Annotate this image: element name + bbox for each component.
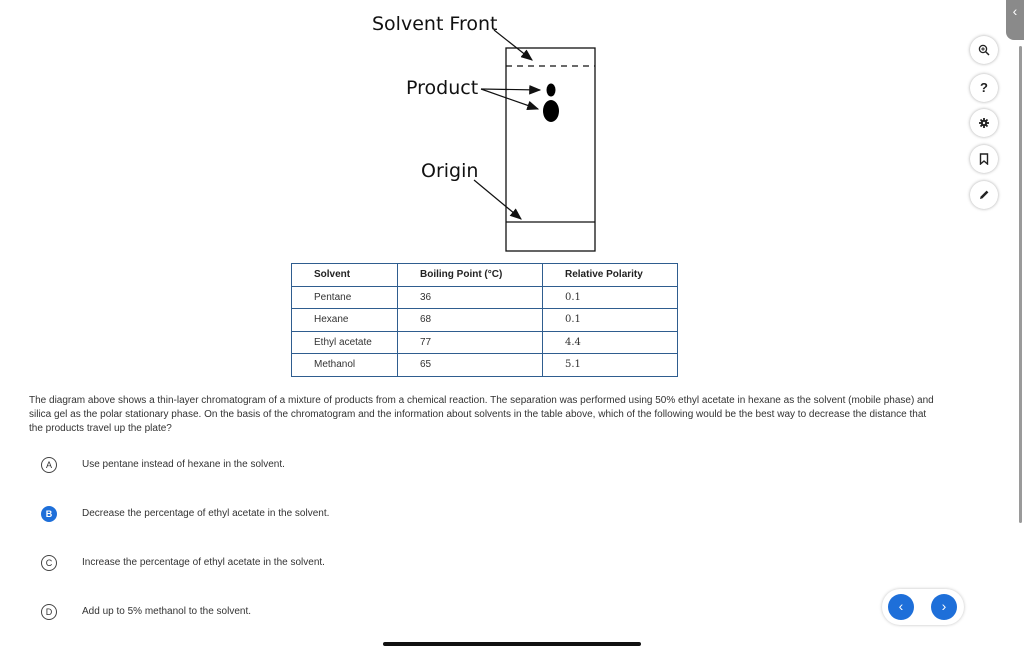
previous-button[interactable] — [888, 594, 914, 620]
help-icon: ? — [980, 80, 988, 95]
bookmark-icon — [979, 153, 989, 165]
home-indicator-bar[interactable] — [383, 642, 641, 646]
question-text: The diagram above shows a thin-layer chromatogram of a mixture of products from a chemical reaction. The separation was performed using 50% ethyl acetate in hexane as the solvent (mobile phase) and silica gel as the polar stationary phase. On the basis of the chromatogram and the information about solvents in the table above, which of the following would be the best way to decrease the distance that the products travel up the plate? — [29, 395, 934, 434]
annotate-button[interactable] — [970, 181, 998, 209]
cell-boiling-point: 36 — [398, 286, 543, 309]
option-letter-badge[interactable]: A — [41, 457, 57, 473]
header-relative-polarity: Relative Polarity — [543, 264, 678, 287]
zoom-button[interactable] — [970, 36, 998, 64]
table-row — [292, 331, 678, 354]
cell-polarity: 4.4 — [543, 331, 678, 354]
chevron-right-icon: › — [941, 598, 947, 614]
product-spot-lower — [543, 100, 559, 122]
cell-solvent: Methanol — [292, 354, 398, 377]
table-header-row — [292, 264, 678, 287]
cell-polarity: 5.1 — [543, 354, 678, 377]
cell-solvent: Ethyl acetate — [292, 331, 398, 354]
tlc-plate — [506, 48, 595, 251]
settings-button[interactable] — [970, 109, 998, 137]
product-spot-upper — [547, 84, 556, 97]
product-label: Product — [406, 77, 479, 99]
origin-label: Origin — [421, 160, 479, 182]
chevron-left-icon: ‹ — [1012, 3, 1018, 19]
product-arrow-upper — [481, 89, 540, 90]
solvent-front-label: Solvent Front — [372, 13, 498, 35]
option-text[interactable]: Increase the percentage of ethyl acetate in the solvent. — [82, 557, 325, 568]
tlc-diagram — [0, 0, 1024, 260]
question-navigation — [882, 589, 964, 625]
origin-arrow — [474, 180, 521, 219]
next-button[interactable] — [931, 594, 957, 620]
table-row — [292, 286, 678, 309]
solvent-table — [291, 263, 678, 377]
solvent-front-arrow — [494, 30, 532, 60]
header-boiling-point: Boiling Point (°C) — [398, 264, 543, 287]
cell-polarity: 0.1 — [543, 286, 678, 309]
option-letter-badge-selected[interactable]: B — [41, 506, 57, 522]
pencil-icon — [978, 189, 990, 201]
option-text[interactable]: Decrease the percentage of ethyl acetate in the solvent. — [82, 508, 330, 519]
header-solvent: Solvent — [292, 264, 398, 287]
cell-polarity: 0.1 — [543, 309, 678, 332]
option-letter-badge[interactable]: D — [41, 604, 57, 620]
cell-boiling-point: 65 — [398, 354, 543, 377]
cell-boiling-point: 68 — [398, 309, 543, 332]
option-text[interactable]: Use pentane instead of hexane in the solvent. — [82, 459, 285, 470]
product-arrow-lower — [481, 89, 538, 109]
option-letter-badge[interactable]: C — [41, 555, 57, 571]
cell-boiling-point: 77 — [398, 331, 543, 354]
table-row — [292, 354, 678, 377]
option-text[interactable]: Add up to 5% methanol to the solvent. — [82, 606, 251, 617]
help-button[interactable] — [970, 74, 998, 102]
table-row — [292, 309, 678, 332]
gear-icon — [978, 117, 990, 129]
cell-solvent: Pentane — [292, 286, 398, 309]
chevron-left-icon: ‹ — [898, 598, 904, 614]
bookmark-button[interactable] — [970, 145, 998, 173]
zoom-in-icon — [978, 44, 990, 56]
tlc-plate-drawing — [0, 0, 1024, 260]
cell-solvent: Hexane — [292, 309, 398, 332]
